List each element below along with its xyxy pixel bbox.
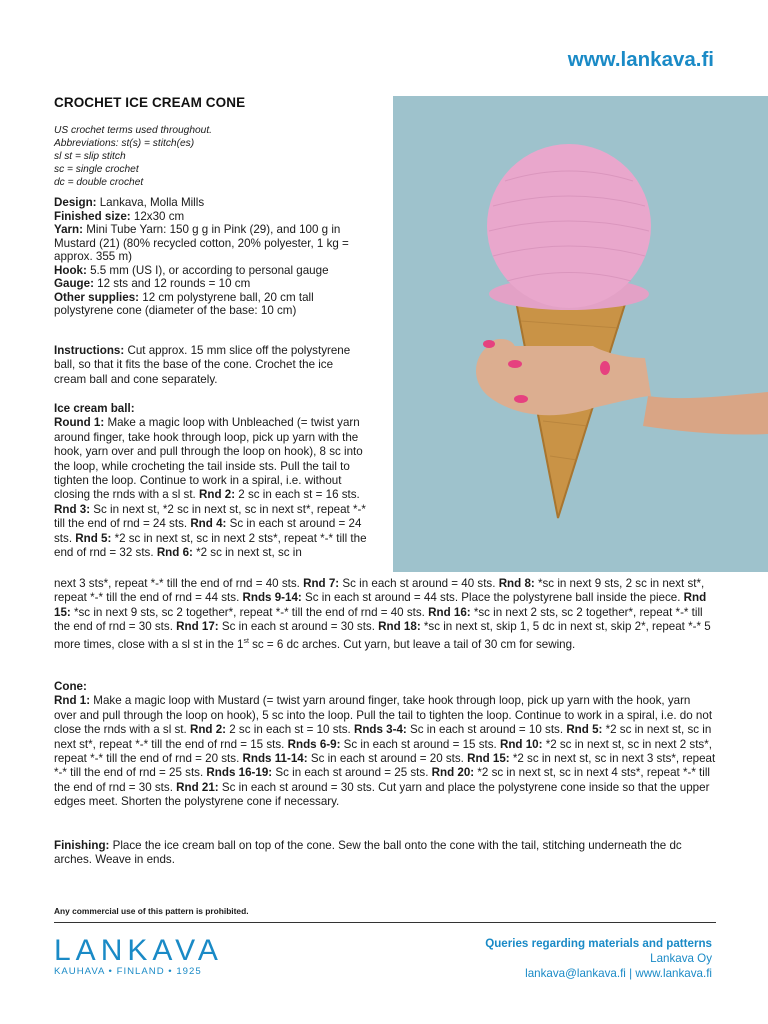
note-line: dc = double crochet — [54, 177, 144, 188]
supplies-value: 12 cm polystyrene ball, 20 cm tall polystyrene cone (diameter of the base: 10 cm) — [54, 290, 314, 317]
cone-round-label: Rnd 2: — [189, 723, 227, 737]
pattern-details — [54, 196, 370, 318]
ball-round-label: Rnd 18: — [378, 620, 421, 634]
ball-round-label: Round 1: — [54, 416, 105, 430]
ball-round-label: Rnd 17: — [176, 620, 219, 634]
cone-round-text: 2 sc in each st = 10 sts. — [226, 723, 354, 737]
note-line: Abbreviations: st(s) = stitch(es) — [54, 138, 195, 149]
ice-cream-cone-photo — [393, 96, 768, 572]
ball-round-text: Sc in each st around = 40 sts. — [339, 577, 499, 590]
cone-round-label: Rnd 10: — [499, 737, 543, 751]
contact-links[interactable]: lankava@lankava.fi | www.lankava.fi — [525, 967, 712, 980]
cone-round-label: Rnd 20: — [431, 766, 475, 780]
ball-round-text: Sc in each st around = 30 sts. — [218, 620, 379, 634]
ball-round-text: 2 sc in each st = 16 sts. — [235, 488, 360, 502]
ball-round-label: Rnd 6: — [156, 546, 193, 560]
contact-block — [485, 936, 712, 981]
ball-round-text: *sc in next 9 sts, sc 2 together*, repeat *-* till the end of rnd = 40 sts. — [70, 605, 429, 619]
terms-notes — [54, 124, 212, 189]
supplies-label: Other supplies: — [54, 290, 140, 304]
ball-round-text: Make a magic loop with Unbleached (= twist yarn around finger, take hook through loop, pick up yarn with the hook, yarn over and pull through the loop on hook), 8 sc into the loop, while crocheting the tail inside sts. Pull the tail to tighten the loop. Continue to work in a spiral, i.e. without closing the rnds with a sl st. — [54, 416, 363, 502]
ball-round-label: Rnd 2: — [199, 488, 236, 502]
arm-shape — [643, 392, 768, 435]
finishing-text: Place the ice cream ball on top of the cone. Sew the ball onto the cone with the tail, stitching underneath the dc arches. Weave in ends. — [54, 839, 682, 867]
cone-round-text: *2 sc in next st, sc in next 3 sts*, repeat *-* till the end of rnd = 25 sts. — [54, 752, 716, 780]
finishing-paragraph — [54, 839, 716, 868]
ball-round-text: next 3 sts*, repeat *-* till the end of rnd = 40 sts. — [54, 577, 304, 590]
cone-round-label: Rnds 3-4: — [353, 723, 407, 737]
finishing-label: Finishing: — [54, 839, 110, 852]
hook-value: 5.5 mm (US I), or according to personal gauge — [86, 263, 329, 277]
hook-row — [54, 264, 370, 278]
ball-round-text: Sc in next st, *2 sc in next st, sc in next st*, repeat *-* till the end of rnd = 24 sts. — [54, 502, 366, 531]
ball-round-label: Rnd 3: — [54, 502, 91, 516]
cone-round-label: Rnds 6-9: — [287, 737, 341, 751]
ball-round-label: Rnd 4: — [190, 517, 227, 531]
note-line: US crochet terms used throughout. — [54, 125, 212, 136]
page-title: CROCHET ICE CREAM CONE — [54, 95, 246, 110]
size-row — [54, 210, 370, 224]
ball-round-label: Rnds 9-14: — [242, 591, 302, 605]
ball-round-label: Rnd 7: — [303, 577, 340, 590]
ball-heading: Ice cream ball: — [54, 402, 135, 415]
cone-round-label: Rnd 15: — [467, 752, 510, 766]
cone-round-text: Sc in each st around = 20 sts. — [307, 752, 468, 766]
logo-tagline: KAUHAVA • FINLAND • 1925 — [54, 966, 202, 977]
supplies-row — [54, 291, 370, 318]
instructions-paragraph — [54, 344, 364, 387]
cone-round-text: Sc in each st around = 10 sts. — [406, 723, 567, 737]
yarn-label: Yarn: — [54, 223, 83, 236]
ball-round-label: Rnd 8: — [498, 577, 535, 590]
ball-round-text: *sc in next st, skip 1, 5 dc in next st, skip 2*, repeat *-* 5 more times, close with a sl st in the 1 — [54, 620, 711, 651]
contact-heading: Queries regarding materials and patterns — [485, 937, 712, 950]
ball-round-text: *2 sc in next st, sc in next 2 sts*, repeat *-* till the end of rnd = 32 sts. — [54, 531, 367, 560]
cone-round-text: *2 sc in next st, sc in next st*, repeat *-* till the end of rnd = 15 sts. — [54, 723, 712, 751]
instructions-label: Instructions: — [54, 344, 125, 357]
ice-cream-ball-section-continued — [54, 577, 716, 652]
ball-round-text: sc = 6 dc arches. Cut yarn, but leave a tail of 30 cm for sewing. — [248, 637, 576, 651]
cone-round-label: Rnd 21: — [176, 780, 219, 794]
gauge-label: Gauge: — [54, 277, 94, 290]
ball-round-text: *sc in next 9 sts, 2 sc in next st*, repeat *-* till the end of rnd = 44 sts. — [54, 577, 705, 605]
commercial-use-notice: Any commercial use of this pattern is prohibited. — [54, 906, 249, 916]
cone-section — [54, 680, 716, 810]
ice-cream-ball-section — [54, 402, 376, 560]
cone-round-label: Rnds 16-19: — [206, 766, 273, 780]
size-value: 12x30 cm — [130, 209, 185, 223]
ball-round-label: Rnd 16: — [428, 605, 471, 619]
cone-round-text: Sc in each st around = 25 sts. — [272, 766, 432, 780]
hook-label: Hook: — [54, 263, 87, 277]
ball-round-label: Rnd 15: — [54, 591, 707, 619]
company-name: Lankava Oy — [650, 952, 712, 965]
cone-round-text: Sc in each st around = 30 sts. Cut yarn and place the polystyrene cone inside so that the upper edges meet. Shorten the polystyrene cone if necessary. — [54, 780, 710, 809]
design-row — [54, 196, 370, 210]
superscript-st: st — [243, 637, 249, 645]
ice-cream-cone-illustration — [393, 96, 768, 572]
cone-round-label: Rnd 5: — [566, 723, 603, 737]
instructions-text: Cut approx. 15 mm slice off the polystyrene ball, so that it fits the base of the cone. Crochet the ice cream ball and cone separately. — [54, 344, 351, 386]
ball-round-text: *2 sc in next st, sc in — [192, 546, 302, 560]
note-line: sl st = slip stitch — [54, 151, 126, 162]
cone-round-text: *2 sc in next st, sc in next 2 sts*, repeat *-* till the end of rnd = 20 sts. — [54, 737, 712, 766]
ball-round-text: *sc in next 2 sts, sc 2 together*, repeat *-* till the end of rnd = 30 sts. — [54, 605, 703, 634]
cone-round-label: Rnd 1: — [54, 694, 91, 708]
lankava-logo: LANKAVA — [54, 934, 223, 967]
website-url[interactable]: www.lankava.fi — [567, 48, 714, 71]
gauge-value: 12 sts and 12 rounds = 10 cm — [93, 277, 251, 290]
size-label: Finished size: — [54, 209, 131, 223]
ball-round-text: Sc in each st around = 44 sts. Place the polystyrene ball inside the piece. — [301, 591, 684, 605]
note-line: sc = single crochet — [54, 164, 139, 175]
yarn-value: Mini Tube Yarn: 150 g g in Pink (29), and 100 g in Mustard (21) (80% recycled cotton, 20% polyester, 1 kg = approx. 355 m) — [54, 223, 349, 263]
cone-round-label: Rnds 11-14: — [242, 752, 308, 766]
ball-round-label: Rnd 5: — [75, 531, 112, 545]
ball-round-text: Sc in each st around = 24 sts. — [54, 517, 362, 545]
design-label: Design: — [54, 196, 97, 209]
cone-heading: Cone: — [54, 680, 87, 693]
yarn-row — [54, 223, 370, 264]
cone-round-text: *2 sc in next st, sc in next 4 sts*, repeat *-* till the end of rnd = 30 sts. — [54, 766, 711, 794]
cone-round-text: Sc in each st around = 15 sts. — [340, 737, 500, 751]
design-value: Lankava, Molla Mills — [96, 196, 205, 209]
gauge-row — [54, 277, 370, 291]
cone-round-text: Make a magic loop with Mustard (= twist yarn around finger, take hook through loop, pick up yarn with the hook, yarn over and pull through the loop on hook), 5 sc into the loop. Pull the tail to tighten the loop. Continue to work in a spiral, i.e. do not close the rnds with a sl st. — [54, 694, 713, 737]
footer-divider — [54, 922, 716, 923]
